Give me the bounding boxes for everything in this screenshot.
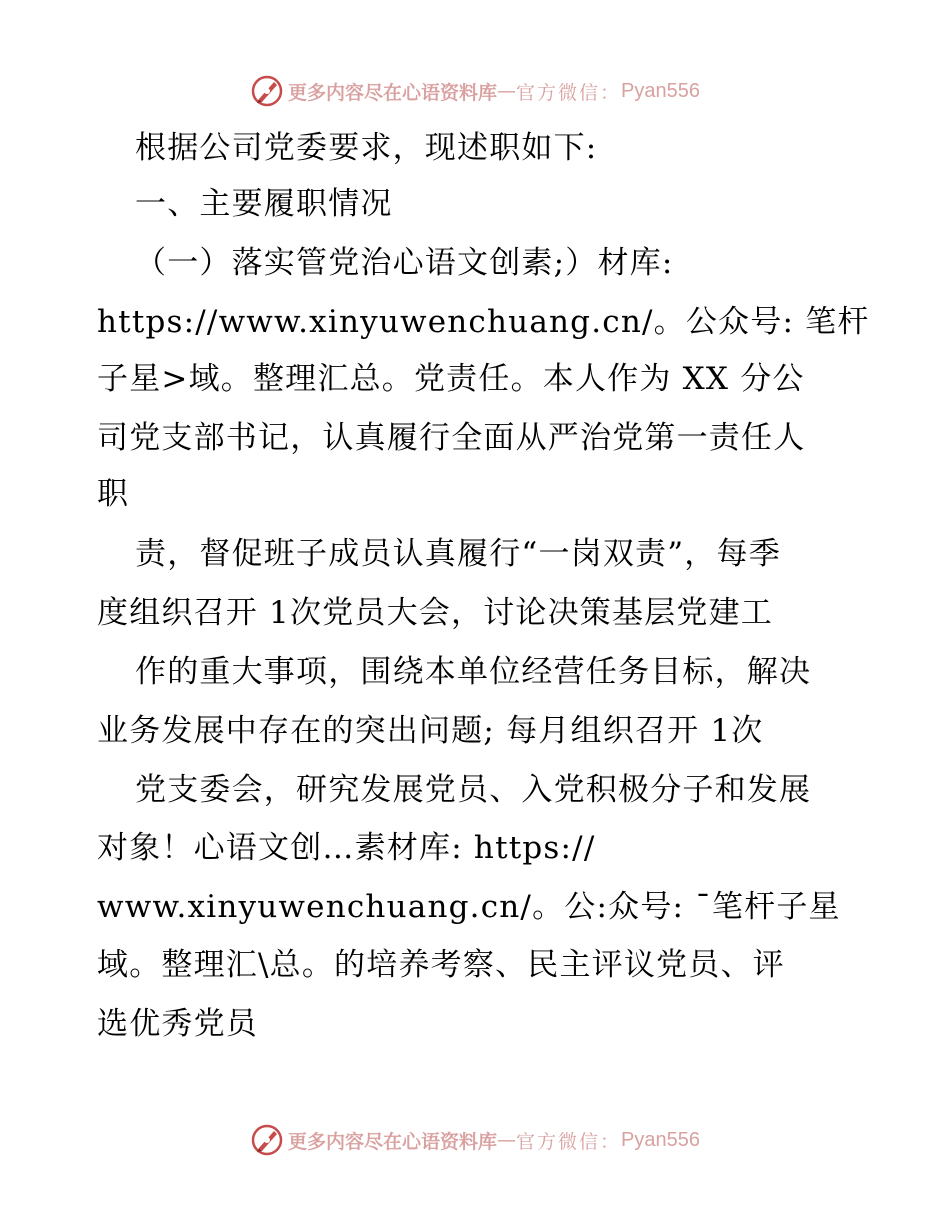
body-line-6: 司党支部书记，认真履行全面从严治党第一责任人 [97, 420, 806, 456]
footer-watermark-banner [0, 1120, 950, 1160]
body-line-16: 选优秀党员 [97, 1006, 258, 1042]
banner-site-text: 更多内容尽在心语资料库 [288, 1130, 498, 1153]
body-line-10: 作的重大事项，围绕本单位经营任务目标，解决 [135, 654, 812, 690]
body-line-13: 对象！心语文创…素材库: https:// [97, 830, 596, 866]
header-watermark-banner [0, 71, 950, 111]
banner-wechat-id: Pyan556 [621, 1128, 700, 1151]
pen-logo-icon [250, 74, 284, 108]
banner-site-text: 更多内容尽在心语资料库 [288, 81, 498, 104]
body-line-7: 职 [97, 476, 130, 512]
body-line-5: 子星>域。整理汇总。党责任。本人作为 XX 分公 [97, 361, 805, 397]
body-line-12: 党支委会，研究发展党员、入党积极分子和发展 [135, 772, 812, 808]
banner-dash: — [497, 80, 517, 102]
body-line-15: 域。整理汇\总。的培养考察、民主评议党员、评 [97, 947, 785, 983]
banner-official-label: 官方微信： [516, 81, 622, 104]
banner-wechat-id: Pyan556 [621, 79, 700, 102]
body-line-1: 根据公司党委要求，现述职如下: [135, 130, 598, 166]
pen-logo-icon [250, 1123, 284, 1157]
body-line-11: 业务发展中存在的突出问题; 每月组织召开 1次 [97, 713, 764, 749]
body-line-8: 责，督促班子成员认真履行“一岗双责”，每季 [135, 536, 781, 572]
body-line-4: https://www.xinyuwenchuang.cn/。公众号: 笔杆 [97, 304, 870, 340]
body-line-14: www.xinyuwenchuang.cn/。公:众号: ¯笔杆子星 [97, 889, 841, 925]
subsection-heading: （一）落实管党治心语文创素;）材库: [135, 245, 674, 281]
section-heading: 一、主要履职情况 [135, 186, 393, 222]
banner-official-label: 官方微信： [516, 1130, 622, 1153]
banner-dash: — [497, 1129, 517, 1151]
body-line-9: 度组织召开 1次党员大会，讨论决策基层党建工 [97, 595, 773, 631]
